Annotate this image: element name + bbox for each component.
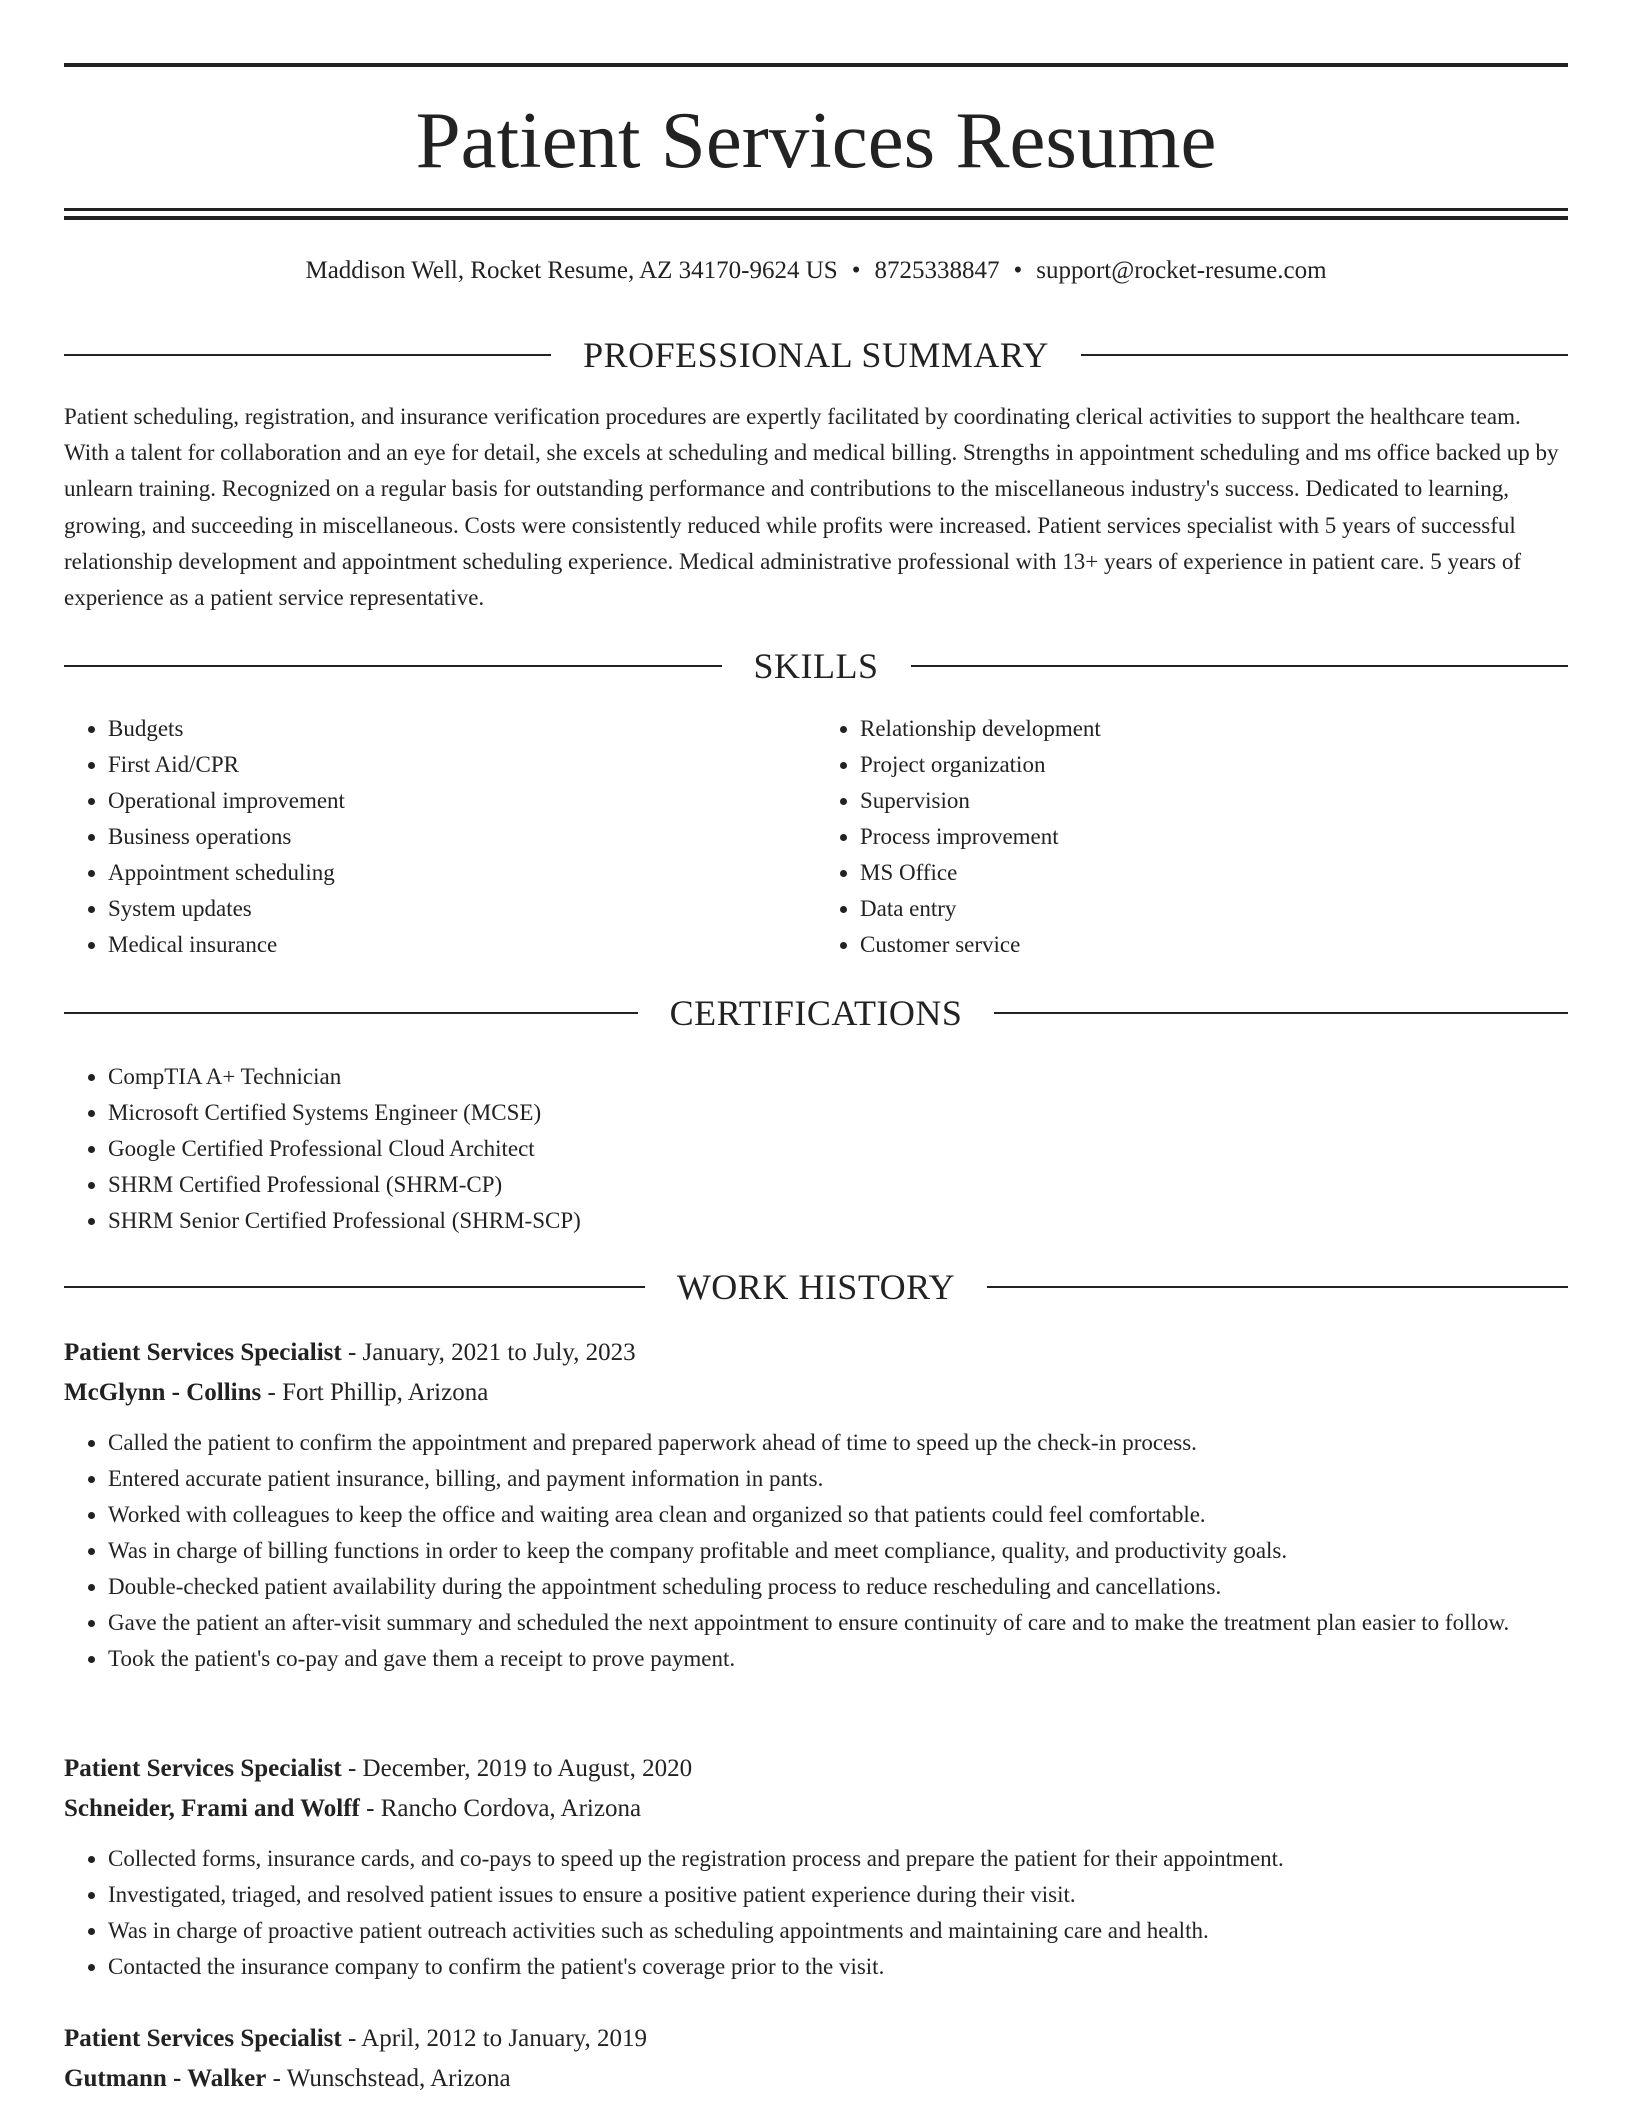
heading-rule	[994, 1012, 1568, 1014]
heading-rule	[911, 665, 1569, 667]
job-dates: - December, 2019 to August, 2020	[341, 1755, 693, 1782]
certifications-list	[64, 1059, 1568, 1239]
certification-item: • Microsoft Certified Systems Engineer (MCSE)	[108, 1095, 1568, 1131]
contact-address: Maddison Well, Rocket Resume, AZ 34170-9624 US	[305, 257, 838, 284]
skill-item: • Budgets	[108, 711, 816, 747]
skill-item: • MS Office	[860, 855, 1568, 891]
resume-title: Patient Services Resume	[415, 95, 1217, 185]
job-bullet: • Entered accurate patient insurance, billing, and payment information in pants.	[108, 1461, 1568, 1497]
double-rule	[64, 208, 1568, 220]
section-heading-certifications	[64, 993, 1568, 1033]
certification-item: • Google Certified Professional Cloud Architect	[108, 1131, 1568, 1167]
certification-item: • SHRM Certified Professional (SHRM-CP)	[108, 1167, 1568, 1203]
job-bullet: • Contacted the insurance company to confirm the patient's coverage prior to the visit.	[108, 1949, 1568, 1985]
job-location: - Fort Phillip, Arizona	[261, 1379, 489, 1406]
heading-label: WORK HISTORY	[676, 1267, 956, 1307]
heading-rule	[64, 1286, 645, 1288]
job-title: Patient Services Specialist	[64, 2025, 342, 2052]
job-location: - Wunschstead, Arizona	[266, 2065, 511, 2092]
job-company-line	[64, 1789, 1568, 1829]
heading-label: PROFESSIONAL SUMMARY	[583, 335, 1049, 375]
job-title-line	[64, 1333, 1568, 1373]
job-bullet: • Investigated, triaged, and resolved patient issues to ensure a positive patient experience during their visit.	[108, 1877, 1568, 1913]
job-bullet: • Called the patient to confirm the appointment and prepared paperwork ahead of time to speed up the check-in process.	[108, 1425, 1568, 1461]
job-company: Schneider, Frami and Wolff	[64, 1795, 360, 1822]
skill-item: • Customer service	[860, 927, 1568, 963]
job-bullet: • Double-checked patient availability during the appointment scheduling process to reduce rescheduling and cancellations.	[108, 1569, 1568, 1605]
contact-separator: •	[1013, 257, 1023, 284]
contact-line	[64, 256, 1568, 286]
job-company: Gutmann - Walker	[64, 2065, 267, 2092]
job-bullet: • Was in charge of proactive patient outreach activities such as scheduling appointments and maintaining care and health.	[108, 1913, 1568, 1949]
job-bullets	[64, 1841, 1568, 1985]
job-bullet: • Took the patient's co-pay and gave them a receipt to prove payment.	[108, 1641, 1568, 1677]
job-bullet: • Gave the patient an after-visit summary and scheduled the next appointment to ensure continuity of care and to make the treatment plan easier to follow.	[108, 1605, 1568, 1641]
job-company-line	[64, 2059, 1568, 2099]
job-bullet: • Collected forms, insurance cards, and co-pays to speed up the registration process and prepare the patient for their appointment.	[108, 1841, 1568, 1877]
job-company: McGlynn - Collins	[64, 1379, 262, 1406]
heading-label: CERTIFICATIONS	[669, 993, 963, 1033]
skill-item: • Data entry	[860, 891, 1568, 927]
skill-item: • First Aid/CPR	[108, 747, 816, 783]
job-bullet: • Was in charge of billing functions in order to keep the company profitable and meet compliance, quality, and productivity goals.	[108, 1533, 1568, 1569]
certification-item: • SHRM Senior Certified Professional (SHRM-SCP)	[108, 1203, 1568, 1239]
job-title-line	[64, 2019, 1568, 2059]
skill-item: • Relationship development	[860, 711, 1568, 747]
skill-item: • Supervision	[860, 783, 1568, 819]
heading-rule	[64, 354, 551, 356]
top-rule	[64, 63, 1568, 67]
job-company-line	[64, 1373, 1568, 1413]
job-title: Patient Services Specialist	[64, 1755, 342, 1782]
section-heading-skills	[64, 646, 1568, 686]
job-dates: - April, 2012 to January, 2019	[341, 2025, 648, 2052]
heading-rule	[64, 665, 722, 667]
job-title-line	[64, 1749, 1568, 1789]
certification-item: • CompTIA A+ Technician	[108, 1059, 1568, 1095]
skills-columns	[64, 711, 1568, 963]
job-bullet: • Worked with colleagues to keep the office and waiting area clean and organized so that patients could feel comfortable.	[108, 1497, 1568, 1533]
section-heading-work-history	[64, 1267, 1568, 1307]
contact-email[interactable]: support@rocket-resume.com	[1036, 257, 1327, 284]
job-dates: - January, 2021 to July, 2023	[341, 1339, 636, 1366]
heading-rule	[987, 1286, 1568, 1288]
job-entry	[64, 1333, 1568, 1677]
skill-item: • Appointment scheduling	[108, 855, 816, 891]
contact-phone: 8725338847	[874, 257, 1000, 284]
skill-item: • Project organization	[860, 747, 1568, 783]
summary-text: Patient scheduling, registration, and insurance verification procedures are expertly facilitated by coordinating clerical activities to support the healthcare team. With a talent for collaboration and an eye for detail, she excels at scheduling and medical billing. Strengths in appointment scheduling and ms office backed up by unlearn training. Recognized on a regular basis for outstanding performance and contributions to the miscellaneous industry's success. Dedicated to learning, growing, and succeeding in miscellaneous. Costs were consistently reduced while profits were increased. Patient services specialist with 5 years of successful relationship development and appointment scheduling experience. Medical administrative professional with 13+ years of experience in patient care. 5 years of experience as a patient service representative.	[64, 404, 1559, 611]
job-entry	[64, 2019, 1568, 2099]
skill-item: • Process improvement	[860, 819, 1568, 855]
skill-item: • System updates	[108, 891, 816, 927]
skill-item: • Operational improvement	[108, 783, 816, 819]
heading-label: SKILLS	[753, 646, 879, 686]
heading-rule	[64, 1012, 638, 1014]
job-bullets	[64, 1425, 1568, 1677]
job-entry	[64, 1749, 1568, 1985]
skill-item: • Business operations	[108, 819, 816, 855]
job-location: - Rancho Cordova, Arizona	[359, 1795, 642, 1822]
contact-separator: •	[851, 257, 861, 284]
section-heading-summary	[64, 335, 1568, 375]
skills-list-left	[64, 711, 816, 963]
skills-list-right	[816, 711, 1568, 963]
heading-rule	[1081, 354, 1568, 356]
skill-item: • Medical insurance	[108, 927, 816, 963]
job-title: Patient Services Specialist	[64, 1339, 342, 1366]
